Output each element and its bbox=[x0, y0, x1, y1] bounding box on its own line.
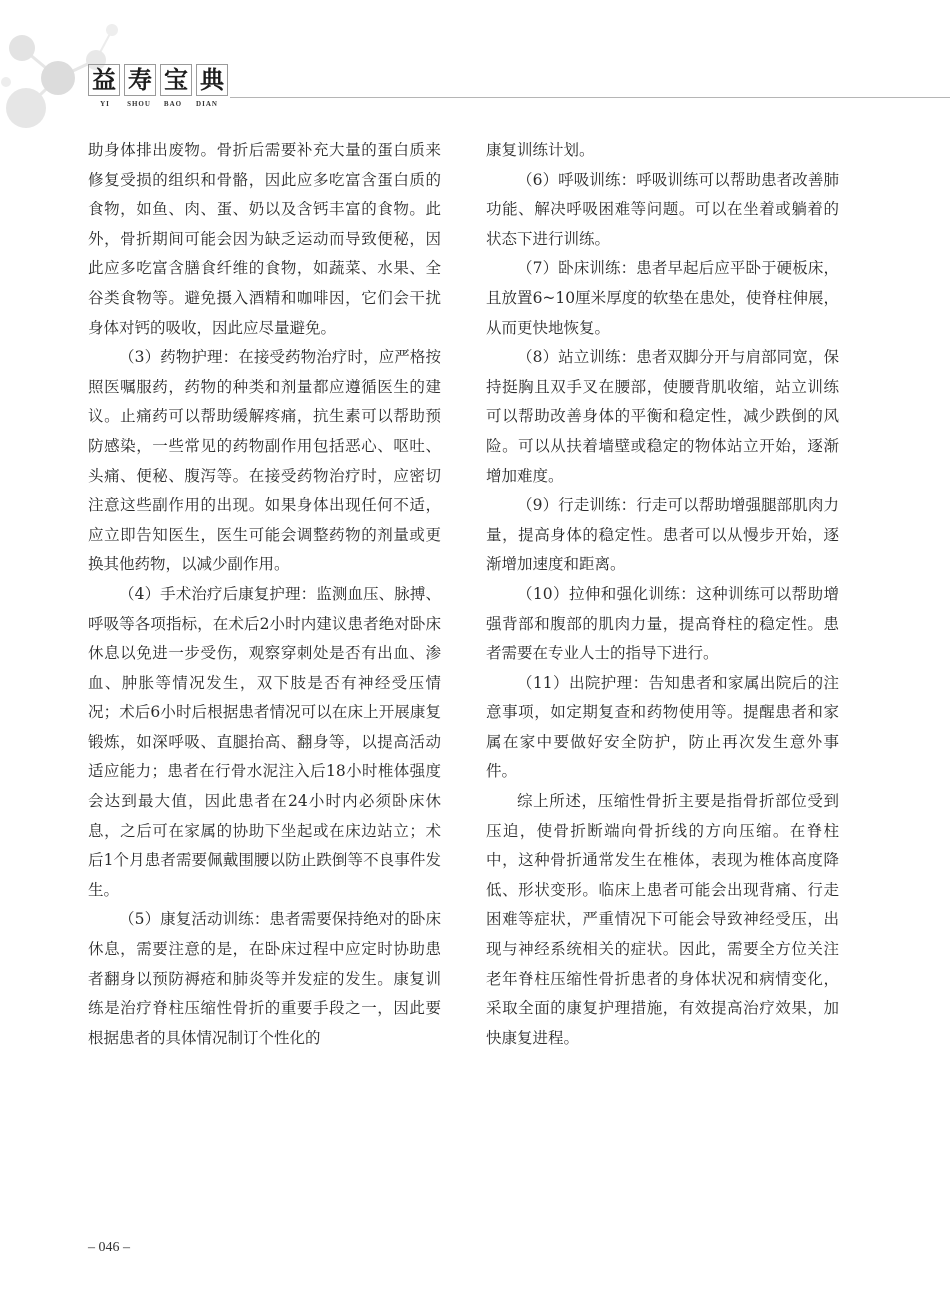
magazine-masthead bbox=[88, 64, 232, 108]
paragraph-rehab-activity: （5）康复活动训练：患者需要保持绝对的卧床休息，需要注意的是，在卧床过程中应定时协助患者翻身以预防褥疮和肺炎等并发症的发生。康复训练是治疗脊柱压缩性骨折的重要手段之一，因此要根据患者的具体情况制订个性化的 bbox=[88, 910, 441, 1047]
paragraph-breathing-training: （6）呼吸训练：呼吸训练可以帮助患者改善肺功能、解决呼吸困难等问题。可以在坐着或躺着的状态下进行训练。 bbox=[486, 170, 839, 248]
paragraph-discharge-care: （11）出院护理：告知患者和家属出院后的注意事项，如定期复查和药物使用等。提醒患者和家属在家中要做好安全防护，防止再次发生意外事件。 bbox=[486, 673, 839, 781]
right-text-column bbox=[486, 136, 839, 1053]
masthead-char: 典 bbox=[196, 64, 228, 96]
paragraph-stretching-training: （10）拉伸和强化训练：这种训练可以帮助增强背部和腹部的肌肉力量，提高脊柱的稳定性。患者需要在专业人士的指导下进行。 bbox=[486, 584, 839, 663]
paragraph-conclusion: 综上所述，压缩性骨折主要是指骨折部位受到压迫，使骨折断端向骨折线的方向压缩。在脊柱中，这种骨折通常发生在椎体，表现为椎体高度降低、形状变形。临床上患者可能会出现背痛、行走困难等症状，严重情况下可能会导致神经受压，出现与神经系统相关的症状。因此，需要全方位关注老年脊柱压缩性骨折患者的身体状况和病情变化，采取全面的康复护理措施，有效提高治疗效果，加快康复进程。 bbox=[486, 792, 839, 1047]
paragraph-bed-training: （7）卧床训练：患者早起后应平卧于硬板床，且放置6~10厘米厚度的软垫在患处，使脊柱伸展，从而更快地恢复。 bbox=[486, 259, 839, 337]
pinyin-syllable: YI bbox=[100, 100, 110, 108]
header-divider bbox=[230, 97, 950, 98]
paragraph-standing-training: （8）站立训练：患者双脚分开与肩部同宽，保持挺胸且双手叉在腰部，使腰背肌收缩，站立训练可以帮助改善身体的平衡和稳定性，减少跌倒的风险。可以从扶着墙壁或稳定的物体站立开始，逐渐增加难度。 bbox=[486, 348, 839, 485]
paragraph-walking-training: （9）行走训练：行走可以帮助增强腿部肌肉力量，提高身体的稳定性。患者可以从慢步开始，逐渐增加速度和距离。 bbox=[486, 496, 839, 574]
masthead-char: 益 bbox=[88, 64, 120, 96]
pinyin-syllable: DIAN bbox=[196, 100, 218, 108]
left-text-column bbox=[88, 136, 441, 1053]
masthead-char: 宝 bbox=[160, 64, 192, 96]
pinyin-syllable: SHOU bbox=[127, 100, 151, 108]
paragraph-diet-continued: 助身体排出废物。骨折后需要补充大量的蛋白质来修复受损的组织和骨骼，因此应多吃富含蛋白质的食物，如鱼、肉、蛋、奶以及含钙丰富的食物。此外，骨折期间可能会因为缺乏运动而导致便秘，因此应多吃富含膳食纤维的食物，如蔬菜、水果、全谷类食物等。避免摄入酒精和咖啡因，它们会干扰身体对钙的吸收，因此应尽量避免。 bbox=[88, 141, 441, 337]
masthead-title bbox=[88, 64, 232, 96]
masthead-pinyin bbox=[88, 100, 232, 108]
paragraph-postoperative-care: （4）手术治疗后康复护理：监测血压、脉搏、呼吸等各项指标，在术后2小时内建议患者绝对卧床休息以免进一步受伤，观察穿刺处是否有出血、渗血、肿胀等情况发生，双下肢是否有神经受压情况；术后6小时后根据患者情况可以在床上开展康复锻炼，如深呼吸、直腿抬高、翻身等，以提高活动适应能力；患者在行骨水泥注入后18小时椎体强度会达到最大值，因此患者在24小时内必须卧床休息，之后可在家属的协助下坐起或在床边站立；术后1个月患者需要佩戴围腰以防止跌倒等不良事件发生。 bbox=[88, 584, 441, 899]
page-number: – 046 – bbox=[88, 1240, 130, 1255]
pinyin-syllable: BAO bbox=[163, 100, 183, 108]
paragraph-rehab-plan-continued: 康复训练计划。 bbox=[486, 141, 595, 159]
paragraph-medication-care: （3）药物护理：在接受药物治疗时，应严格按照医嘱服药，药物的种类和剂量都应遵循医生的建议。止痛药可以帮助缓解疼痛，抗生素可以帮助预防感染，一些常见的药物副作用包括恶心、呕吐、头痛、便秘、腹泻等。在接受药物治疗时，应密切注意这些副作用的出现。如果身体出现任何不适，应立即告知医生，医生可能会调整药物的剂量或更换其他药物，以减少副作用。 bbox=[88, 348, 441, 574]
masthead-char: 寿 bbox=[124, 64, 156, 96]
